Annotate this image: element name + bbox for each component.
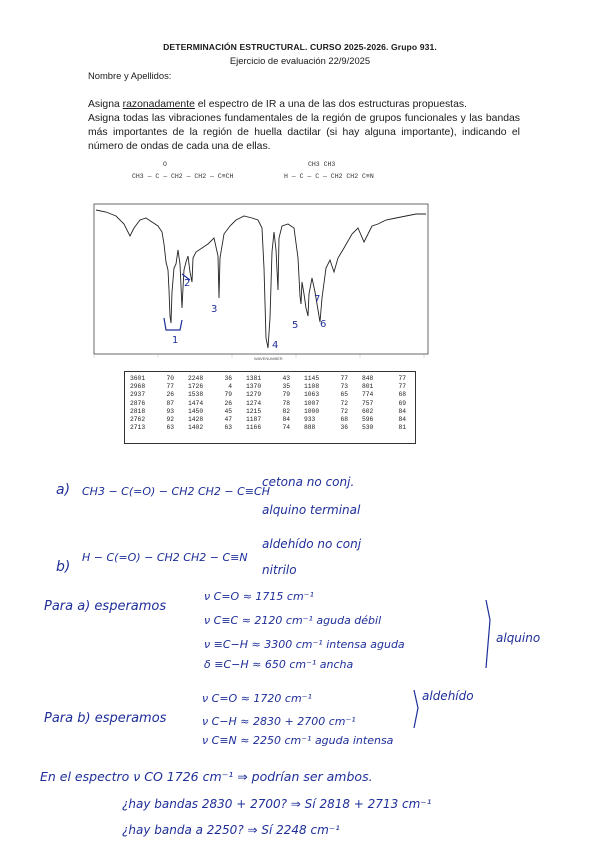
peak-wavenumber: 2713 bbox=[130, 424, 146, 432]
peak-transmittance: 78 bbox=[282, 399, 290, 407]
peak-transmittance: 93 bbox=[166, 407, 174, 415]
hw-b-label: b) bbox=[56, 559, 71, 575]
peak-wavenumber: 1370 bbox=[246, 383, 262, 391]
peak-wavenumber: 801 bbox=[362, 383, 374, 391]
band-label-7: 7 bbox=[314, 294, 321, 305]
peak-wavenumber: 1381 bbox=[246, 375, 262, 382]
instr-suffix: el espectro de IR a una de las dos estructuras propuestas. bbox=[194, 99, 467, 110]
peak-wavenumber: 1274 bbox=[246, 399, 262, 407]
hw-b-formula: H − C(=O) − CH2 CH2 − C≡N bbox=[82, 551, 248, 564]
peak-transmittance: 79 bbox=[224, 391, 232, 399]
band-label-5: 5 bbox=[292, 320, 299, 331]
peak-wavenumber: 1279 bbox=[246, 391, 262, 399]
exam-title: DETERMINACIÓN ESTRUCTURAL. CURSO 2025-2026. Grupo 931. bbox=[163, 42, 437, 52]
hw-para-b-label: Para b) esperamos bbox=[44, 711, 167, 726]
peak-transmittance: 26 bbox=[166, 391, 174, 399]
peak-transmittance: 84 bbox=[282, 415, 290, 423]
peak-wavenumber: 1215 bbox=[246, 407, 262, 415]
hw-b-note-2: nitrilo bbox=[262, 563, 297, 577]
structure-right-top: CH3 CH3 bbox=[308, 161, 336, 168]
peak-transmittance: 72 bbox=[340, 399, 348, 407]
peak-wavenumber: 888 bbox=[304, 424, 316, 432]
structure-left: CH3 — C — CH2 — CH2 — C≡CH bbox=[132, 173, 234, 180]
peak-wavenumber: 2248 bbox=[188, 375, 204, 382]
peak-transmittance: 92 bbox=[166, 415, 174, 423]
hw-para-a-line-2: ν C≡C ≈ 2120 cm⁻¹ aguda débil bbox=[204, 614, 382, 627]
peak-wavenumber: 1007 bbox=[304, 399, 320, 407]
structure-left-top: O bbox=[163, 161, 167, 168]
peak-transmittance: 4 bbox=[228, 383, 232, 391]
peak-wavenumber: 1538 bbox=[188, 391, 204, 399]
hw-conclusion-3: ¿hay banda a 2250? ⇒ Sí 2248 cm⁻¹ bbox=[122, 823, 340, 837]
peak-wavenumber: 602 bbox=[362, 407, 374, 415]
hw-para-b-group: aldehído bbox=[422, 689, 474, 703]
peak-wavenumber: 1726 bbox=[188, 383, 204, 391]
peak-wavenumber: 1450 bbox=[188, 407, 204, 415]
peak-wavenumber: 1187 bbox=[246, 415, 262, 423]
peak-transmittance: 36 bbox=[224, 375, 232, 382]
peak-wavenumber: 2818 bbox=[130, 407, 146, 415]
peak-transmittance: 26 bbox=[224, 399, 232, 407]
peak-wavenumber: 933 bbox=[304, 415, 316, 423]
peak-transmittance: 79 bbox=[282, 391, 290, 399]
peak-wavenumber: 1166 bbox=[246, 424, 262, 432]
peak-transmittance: 81 bbox=[398, 424, 406, 432]
peak-transmittance: 63 bbox=[166, 424, 174, 432]
band-label-2: 2 bbox=[184, 278, 191, 289]
instr-part2: Asigna todas las vibraciones fundamentales de la región de grupos funcionales y las bandas más importantes de la región de huella dactilar (si hay alguna importante), indicando el número de ondas de cada una de ellas. bbox=[88, 113, 520, 152]
hw-para-a-line-4: δ ≡C−H ≈ 650 cm⁻¹ ancha bbox=[204, 658, 354, 671]
peak-transmittance: 45 bbox=[224, 407, 232, 415]
peak-wavenumber: 1108 bbox=[304, 383, 320, 391]
peak-transmittance: 84 bbox=[398, 415, 406, 423]
peak-transmittance: 77 bbox=[398, 383, 406, 391]
peak-wavenumber: 596 bbox=[362, 415, 374, 423]
peak-wavenumber: 1145 bbox=[304, 375, 320, 382]
band-label-4: 4 bbox=[272, 340, 279, 351]
hw-para-a-label: Para a) esperamos bbox=[44, 599, 167, 614]
peak-transmittance: 77 bbox=[166, 383, 174, 391]
peak-wavenumber: 1474 bbox=[188, 399, 204, 407]
name-label: Nombre y Apellidos: bbox=[88, 70, 172, 81]
peak-wavenumber: 2762 bbox=[130, 415, 146, 423]
peak-transmittance: 87 bbox=[166, 399, 174, 407]
peak-wavenumber: 2876 bbox=[130, 399, 146, 407]
hw-para-a-line-3: ν ≡C−H ≈ 3300 cm⁻¹ intensa aguda bbox=[204, 638, 405, 651]
aldehyde-bracket bbox=[414, 690, 418, 728]
peak-wavenumber: 1402 bbox=[188, 424, 204, 432]
peak-transmittance: 68 bbox=[398, 391, 406, 399]
peak-transmittance: 70 bbox=[166, 375, 174, 382]
peak-transmittance: 43 bbox=[282, 375, 290, 382]
hw-a-note-2: alquino terminal bbox=[262, 503, 361, 517]
peak-wavenumber: 1428 bbox=[188, 415, 204, 423]
peak-transmittance: 36 bbox=[340, 424, 348, 432]
instr-emphasis: razonadamente bbox=[122, 99, 195, 110]
peak-wavenumber: 2968 bbox=[130, 383, 146, 391]
hw-para-b-line-2: ν C−H ≈ 2830 + 2700 cm⁻¹ bbox=[202, 715, 356, 728]
hw-brackets bbox=[414, 600, 490, 728]
peak-wavenumber: 757 bbox=[362, 399, 374, 407]
peak-wavenumber: 1063 bbox=[304, 391, 320, 399]
hw-para-b-line-3: ν C≡N ≈ 2250 cm⁻¹ aguda intensa bbox=[202, 734, 394, 747]
spectrum-axis-caption: WAVENUMBER bbox=[254, 356, 283, 361]
exam-subtitle: Ejercicio de evaluación 22/9/2025 bbox=[229, 55, 371, 66]
hw-conclusion-1: En el espectro ν CO 1726 cm⁻¹ ⇒ podrían ser ambos. bbox=[40, 769, 373, 784]
peak-wavenumber: 2937 bbox=[130, 391, 146, 399]
band-label-3: 3 bbox=[211, 304, 218, 315]
band-label-6: 6 bbox=[320, 319, 327, 330]
peak-wavenumber: 3601 bbox=[130, 375, 146, 382]
peak-transmittance: 69 bbox=[398, 399, 406, 407]
hw-a-label: a) bbox=[56, 482, 71, 498]
peak-transmittance: 73 bbox=[340, 383, 348, 391]
peak-transmittance: 82 bbox=[282, 407, 290, 415]
hw-para-b-line-1: ν C=O ≈ 1720 cm⁻¹ bbox=[202, 692, 312, 705]
hw-conclusion-2: ¿hay bandas 2830 + 2700? ⇒ Sí 2818 + 2713 cm⁻¹ bbox=[122, 797, 432, 811]
peak-transmittance: 63 bbox=[224, 424, 232, 432]
hw-a-formula: CH3 − C(=O) − CH2 CH2 − C≡CH bbox=[82, 485, 270, 498]
band-label-1: 1 bbox=[172, 335, 179, 346]
peak-transmittance: 35 bbox=[282, 383, 290, 391]
alkyne-bracket bbox=[486, 600, 490, 668]
hw-para-a-line-1: ν C=O ≈ 1715 cm⁻¹ bbox=[204, 590, 314, 603]
peak-transmittance: 74 bbox=[282, 424, 290, 432]
peak-wavenumber: 1000 bbox=[304, 407, 320, 415]
hw-a-note-1: cetona no conj. bbox=[262, 475, 355, 489]
peak-transmittance: 84 bbox=[398, 407, 406, 415]
peak-transmittance: 77 bbox=[340, 375, 348, 382]
instr-prefix: Asigna bbox=[88, 99, 123, 110]
peak-wavenumber: 530 bbox=[362, 424, 374, 432]
peak-transmittance: 77 bbox=[398, 375, 406, 382]
peak-transmittance: 65 bbox=[340, 391, 348, 399]
structure-right: H — C — C — CH2 CH2 C≡N bbox=[284, 173, 374, 180]
hw-b-note-1: aldehído no conj bbox=[262, 537, 362, 551]
peak-transmittance: 72 bbox=[340, 407, 348, 415]
peak-wavenumber: 848 bbox=[362, 375, 374, 382]
peak-transmittance: 68 bbox=[340, 415, 348, 423]
peak-transmittance: 47 bbox=[224, 415, 232, 423]
peak-wavenumber: 774 bbox=[362, 391, 374, 399]
hw-para-a-group: alquino bbox=[496, 631, 541, 645]
